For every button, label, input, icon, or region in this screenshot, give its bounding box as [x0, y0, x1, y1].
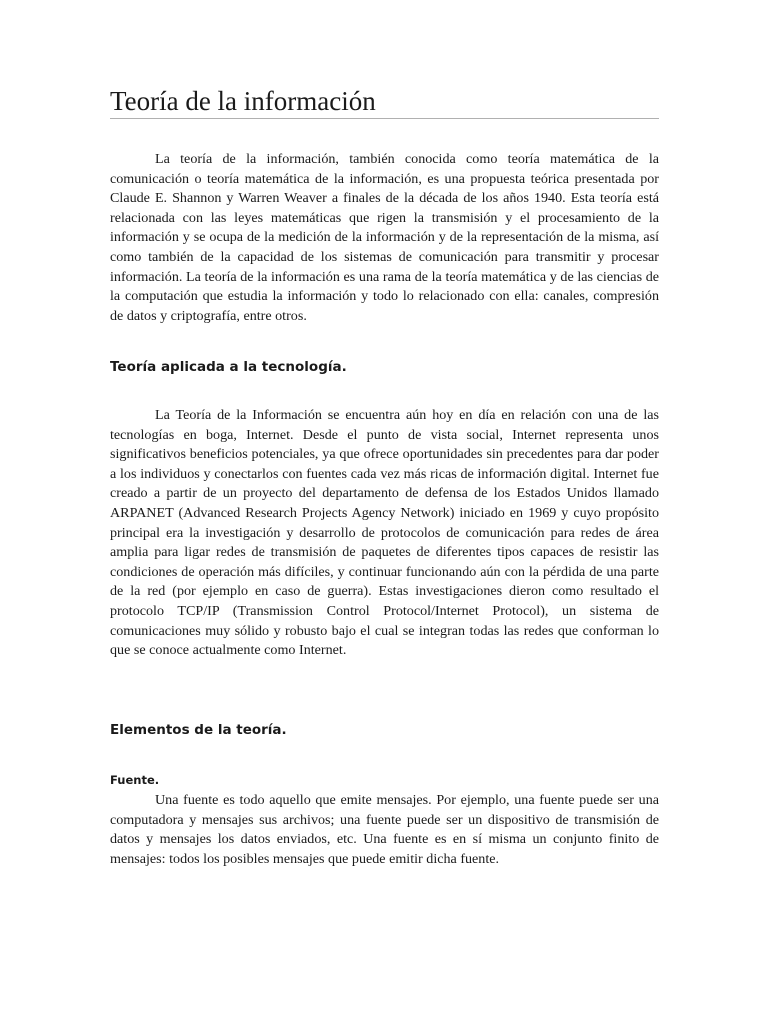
tecnologia-paragraph: La Teoría de la Información se encuentra aún hoy en día en relación con una de las tecnologías en boga, Internet. Desde el punto de vista social, Internet representa unos significativos beneficios potenciales, ya que ofrece oportunidades sin precedentes para dar poder a los individuos y conectarlos con fuentes cada vez más ricas de información digital. Internet fue creado a partir de un proyecto del departamento de defensa de los Estados Unidos llamado ARPANET (Advanced Research Projects Agency Network) iniciado en 1969 y cuyo propósito principal era la investigación y desarrollo de protocolos de comunicación para redes de área amplia para ligar redes de transmisión de paquetes de diferentes tipos capaces de resistir las condiciones de operación más difíciles, y continuar funcionando aún con la pérdida de una parte de la red (por ejemplo en caso de guerra). Estas investigaciones dieron como resultado el protocolo TCP/IP (Transmission Control Protocol/Internet Protocol), un sistema de comunicaciones muy sólido y robusto bajo el cual se integran todas las redes que conforman lo que se conoce actualmente como Internet.: [110, 407, 659, 659]
fuente-paragraph: Una fuente es todo aquello que emite mensajes. Por ejemplo, una fuente puede ser una computadora y mensajes sus archivos; una fuente puede ser un dispositivo de transmisión de datos y mensajes los datos enviados, etc. Una fuente es en sí misma un conjunto finito de mensajes: todos los posibles mensajes que puede emitir dicha fuente.: [110, 792, 659, 867]
section-heading-tecnologia: Teoría aplicada a la tecnología.: [110, 359, 347, 375]
section-heading-elementos: Elementos de la teoría.: [110, 722, 287, 738]
document-title: Teoría de la información: [110, 86, 659, 119]
intro-paragraph: La teoría de la información, también conocida como teoría matemática de la comunicación o teoría matemática de la información, es una propuesta teórica presentada por Claude E. Shannon y Warren Weaver a finales de la década de los años 1940. Esta teoría está relacionada con las leyes matemáticas que rigen la transmisión y el procesamiento de la información y se ocupa de la medición de la información y de la representación de la misma, así como también de la capacidad de los sistemas de comunicación para transmitir y procesar información. La teoría de la información es una rama de la teoría matemática y de las ciencias de la computación que estudia la información y todo lo relacionado con ella: canales, compresión de datos y criptografía, entre otros.: [110, 151, 659, 324]
subheading-fuente: Fuente.: [110, 773, 160, 787]
